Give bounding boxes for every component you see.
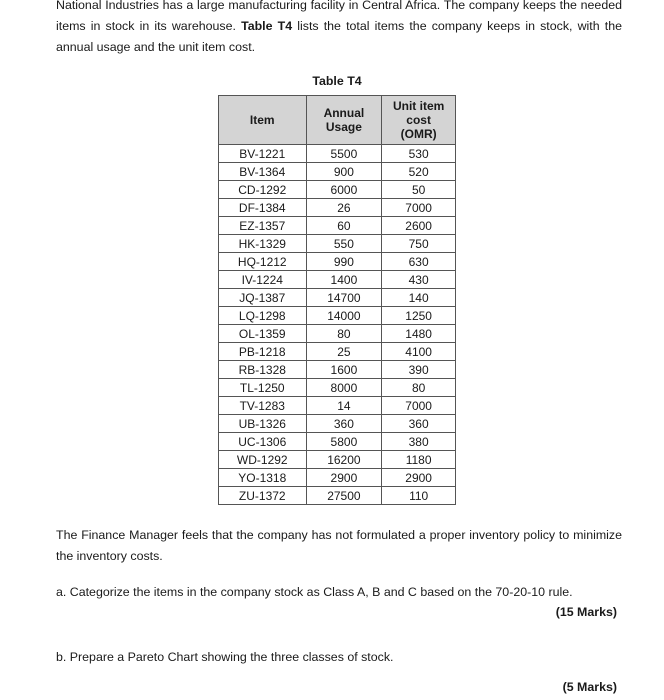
table-row xyxy=(219,181,456,199)
cell-item: ZU-1372 xyxy=(219,487,307,505)
intro-text-part2: lists the total items the company keeps in stock, with the annual usage and the unit item cost. xyxy=(56,19,622,54)
cell-cost: 50 xyxy=(382,181,456,199)
table-row xyxy=(219,307,456,325)
intro-paragraph xyxy=(56,0,622,58)
table-row xyxy=(219,487,456,505)
cell-item: WD-1292 xyxy=(219,451,307,469)
header-item-label: Item xyxy=(249,113,275,127)
table-row xyxy=(219,325,456,343)
cell-cost: 2900 xyxy=(382,469,456,487)
cell-item: DF-1384 xyxy=(219,199,307,217)
header-cost-line1: Unit item xyxy=(392,99,445,113)
header-usage-line1: Annual xyxy=(323,106,365,120)
cell-item: HK-1329 xyxy=(219,235,307,253)
cell-usage: 5500 xyxy=(306,145,382,163)
cell-usage: 5800 xyxy=(306,433,382,451)
table-row xyxy=(219,289,456,307)
cell-usage: 14000 xyxy=(306,307,382,325)
cell-cost: 430 xyxy=(382,271,456,289)
cell-usage: 6000 xyxy=(306,181,382,199)
finance-paragraph: The Finance Manager feels that the company has not formulated a proper inventory policy to minimize the inventory costs. xyxy=(56,528,622,563)
table-row xyxy=(219,433,456,451)
table-row xyxy=(219,415,456,433)
cell-item: CD-1292 xyxy=(219,181,307,199)
cell-cost: 530 xyxy=(382,145,456,163)
table-row xyxy=(219,253,456,271)
header-usage-line2: Usage xyxy=(325,120,362,134)
question-b-marks: (5 Marks) xyxy=(562,680,617,694)
cell-usage: 1600 xyxy=(306,361,382,379)
cell-cost: 1480 xyxy=(382,325,456,343)
cell-cost: 360 xyxy=(382,415,456,433)
cell-usage: 60 xyxy=(306,217,382,235)
cell-item: UB-1326 xyxy=(219,415,307,433)
cell-item: HQ-1212 xyxy=(219,253,307,271)
cell-item: PB-1218 xyxy=(219,343,307,361)
cell-item: LQ-1298 xyxy=(219,307,307,325)
cell-usage: 14 xyxy=(306,397,382,415)
cell-usage: 900 xyxy=(306,163,382,181)
stock-table xyxy=(218,95,456,505)
cell-item: YO-1318 xyxy=(219,469,307,487)
table-row xyxy=(219,163,456,181)
header-annual-usage xyxy=(306,96,382,145)
cell-cost: 80 xyxy=(382,379,456,397)
cell-cost: 390 xyxy=(382,361,456,379)
cell-cost: 630 xyxy=(382,253,456,271)
cell-usage: 27500 xyxy=(306,487,382,505)
table-row xyxy=(219,145,456,163)
cell-usage: 80 xyxy=(306,325,382,343)
cell-cost: 520 xyxy=(382,163,456,181)
table-row xyxy=(219,271,456,289)
table-row xyxy=(219,361,456,379)
cell-usage: 25 xyxy=(306,343,382,361)
cell-cost: 1180 xyxy=(382,451,456,469)
intro-table-reference: Table T4 xyxy=(241,19,293,33)
cell-cost: 140 xyxy=(382,289,456,307)
cell-usage: 360 xyxy=(306,415,382,433)
cell-cost: 750 xyxy=(382,235,456,253)
cell-item: OL-1359 xyxy=(219,325,307,343)
table-row xyxy=(219,343,456,361)
cell-cost: 7000 xyxy=(382,397,456,415)
table-row xyxy=(219,217,456,235)
header-unit-cost xyxy=(382,96,456,145)
question-a-marks: (15 Marks) xyxy=(555,605,617,619)
cell-item: BV-1364 xyxy=(219,163,307,181)
cell-item: TL-1250 xyxy=(219,379,307,397)
cell-item: JQ-1387 xyxy=(219,289,307,307)
cell-cost: 2600 xyxy=(382,217,456,235)
cell-usage: 26 xyxy=(306,199,382,217)
cell-usage: 16200 xyxy=(306,451,382,469)
table-caption: Table T4 xyxy=(312,74,362,88)
table-row xyxy=(219,199,456,217)
cell-usage: 8000 xyxy=(306,379,382,397)
header-item xyxy=(219,96,307,145)
cell-usage: 2900 xyxy=(306,469,382,487)
header-cost-line2: cost xyxy=(406,113,431,127)
cell-usage: 990 xyxy=(306,253,382,271)
table-row xyxy=(219,469,456,487)
table-row xyxy=(219,397,456,415)
table-header-row xyxy=(219,96,456,145)
question-a: a. Categorize the items in the company stock as Class A, B and C based on the 70-20-10 rule. xyxy=(56,585,573,599)
cell-cost: 380 xyxy=(382,433,456,451)
question-b: b. Prepare a Pareto Chart showing the three classes of stock. xyxy=(56,650,394,664)
cell-cost: 1250 xyxy=(382,307,456,325)
cell-item: RB-1328 xyxy=(219,361,307,379)
header-cost-line3: (OMR) xyxy=(400,127,437,141)
cell-item: BV-1221 xyxy=(219,145,307,163)
table-row xyxy=(219,379,456,397)
intro-text-part1: National Industries has a large manufacturing facility in Central Africa. The company keeps the needed items in stock in its warehouse. xyxy=(56,0,622,33)
cell-cost: 4100 xyxy=(382,343,456,361)
cell-cost: 7000 xyxy=(382,199,456,217)
table-row xyxy=(219,451,456,469)
cell-item: IV-1224 xyxy=(219,271,307,289)
cell-item: UC-1306 xyxy=(219,433,307,451)
cell-usage: 14700 xyxy=(306,289,382,307)
cell-usage: 550 xyxy=(306,235,382,253)
table-row xyxy=(219,235,456,253)
cell-cost: 110 xyxy=(382,487,456,505)
cell-usage: 1400 xyxy=(306,271,382,289)
cell-item: EZ-1357 xyxy=(219,217,307,235)
cell-item: TV-1283 xyxy=(219,397,307,415)
